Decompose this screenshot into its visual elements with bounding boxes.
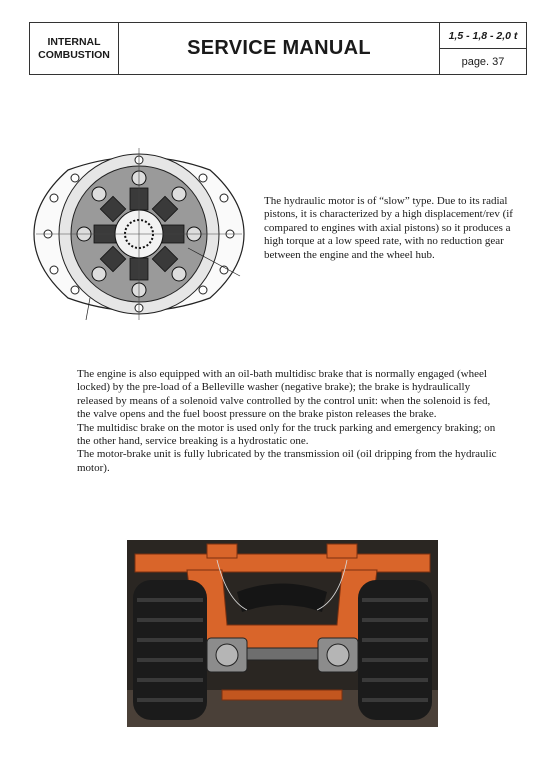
motor-description: The hydraulic motor is of “slow” type. Due to its radial pistons, it is characterized by a high displacement/rev (if compared to engines with axial pistons) so it produces a high torque at a low speed rate, with no reduction gear between the engine and the wheel hub.	[264, 195, 513, 261]
header-page-number: page. 37	[461, 55, 505, 68]
left-motor-brake-unit	[207, 638, 247, 672]
left-tire	[133, 580, 207, 720]
header-info	[440, 23, 526, 74]
page-header	[29, 22, 527, 75]
brake-paragraph-3: The motor-brake unit is fully lubricated by the transmission oil (oil dripping from the hydraulic motor).	[77, 448, 497, 474]
brake-description	[77, 368, 497, 475]
header-category	[30, 23, 119, 74]
lower-frame-bar	[222, 690, 342, 700]
header-model: 1,5 - 1,8 - 2,0 t	[440, 23, 526, 49]
header-title: SERVICE MANUAL	[119, 23, 440, 74]
header-category-line2: COMBUSTION	[38, 48, 110, 61]
header-category-line1: INTERNAL	[47, 35, 101, 48]
drive-axle-photo	[127, 540, 438, 727]
brake-paragraph-1: The engine is also equipped with an oil-bath multidisc brake that is normally engaged (wheel locked) by the pre-load of a Belleville washer (negative brake); the brake is hydraulically released by means of a solenoid valve controlled by the control unit: when the solenoid is fed, the valve opens and the fuel boost pressure on the brake piston releases the brake.	[77, 368, 491, 421]
radial-piston-motor-diagram	[30, 148, 248, 320]
right-motor-brake-unit	[318, 638, 358, 672]
right-tire	[358, 580, 432, 720]
brake-paragraph-2: The multidisc brake on the motor is used only for the truck parking and emergency braking; on the other hand, service breaking is a hydrostatic one.	[77, 421, 496, 448]
axle-beam	[247, 648, 318, 660]
